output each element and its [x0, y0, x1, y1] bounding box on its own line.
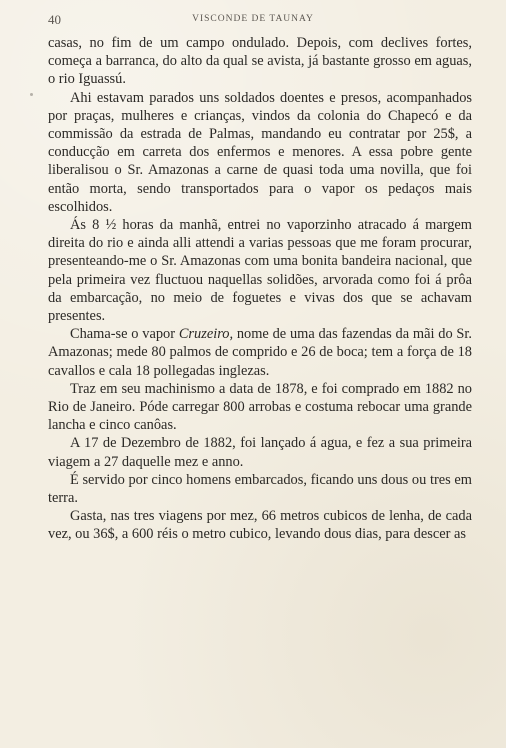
body-text	[48, 34, 472, 724]
paragraph-3: Ás 8 ½ horas da manhã, entrei no vaporzinho atracado á margem direita do rio e ainda alli attendi a varias pessoas que me foram procurar, presenteando-me o Sr. Amazonas com uma bonita bandeira nacional, que pela primeira vez fluctuou naquellas solidões, arvorada como foi á prôa da embarcação, no meio de foguetes e vivas dos que se achavam presentes.	[48, 217, 472, 325]
paragraph-8: Gasta, nas tres viagens por mez, 66 metros cubicos de lenha, de cada vez, ou 36$, a 600 réis o metro cubico, levando dous dias, para descer as	[48, 508, 472, 543]
paragraph-1: casas, no fim de um campo ondulado. Depois, com declives fortes, começa a barranca, do alto da qual se avista, já bastante grosso em aguas, o rio Iguassú.	[48, 35, 472, 88]
running-head	[48, 12, 458, 28]
margin-mark	[30, 93, 33, 96]
paragraph-4-end: nome de uma das fazendas da mãi do Sr. Amazonas; mede 80 palmos de comprido e 26 de boca; tem a força de 18 cavallos e cala 18 pollegadas inglezas.	[48, 326, 473, 379]
paragraph-4	[48, 325, 472, 380]
running-title: VISCONDE DE TAUNAY	[192, 14, 314, 24]
page-number: 40	[48, 12, 61, 27]
steamboat-name: Cruzeiro,	[178, 326, 234, 343]
paragraph-4-start: Chama-se o vapor	[70, 326, 179, 343]
paragraph-6: A 17 de Dezembro de 1882, foi lançado á agua, e fez a sua primeira viagem a 27 daquelle mez e anno.	[48, 435, 472, 470]
paragraph-5: Traz em seu machinismo a data de 1878, e foi comprado em 1882 no Rio de Janeiro. Póde carregar 800 arrobas e costuma rebocar uma grande lancha e cinco canôas.	[48, 380, 472, 434]
paragraph-7: É servido por cinco homens embarcados, ficando uns dous ou tres em terra.	[48, 471, 472, 507]
paragraph-2: Ahi estavam parados uns soldados doentes e presos, acompanhados por praças, mulheres e crianças, vindos da colonia do Chapecó e da commissão da estrada de Palmas, mandando eu contratar por 25$, a conducção em carreta dos enfermos e menores. A essa pobre gente liberalisou o Sr. Amazonas a carne de quasi toda uma novilla, que foi então morta, sendo transportados para o vapor os pedaços mais escolhidos.	[48, 89, 472, 215]
